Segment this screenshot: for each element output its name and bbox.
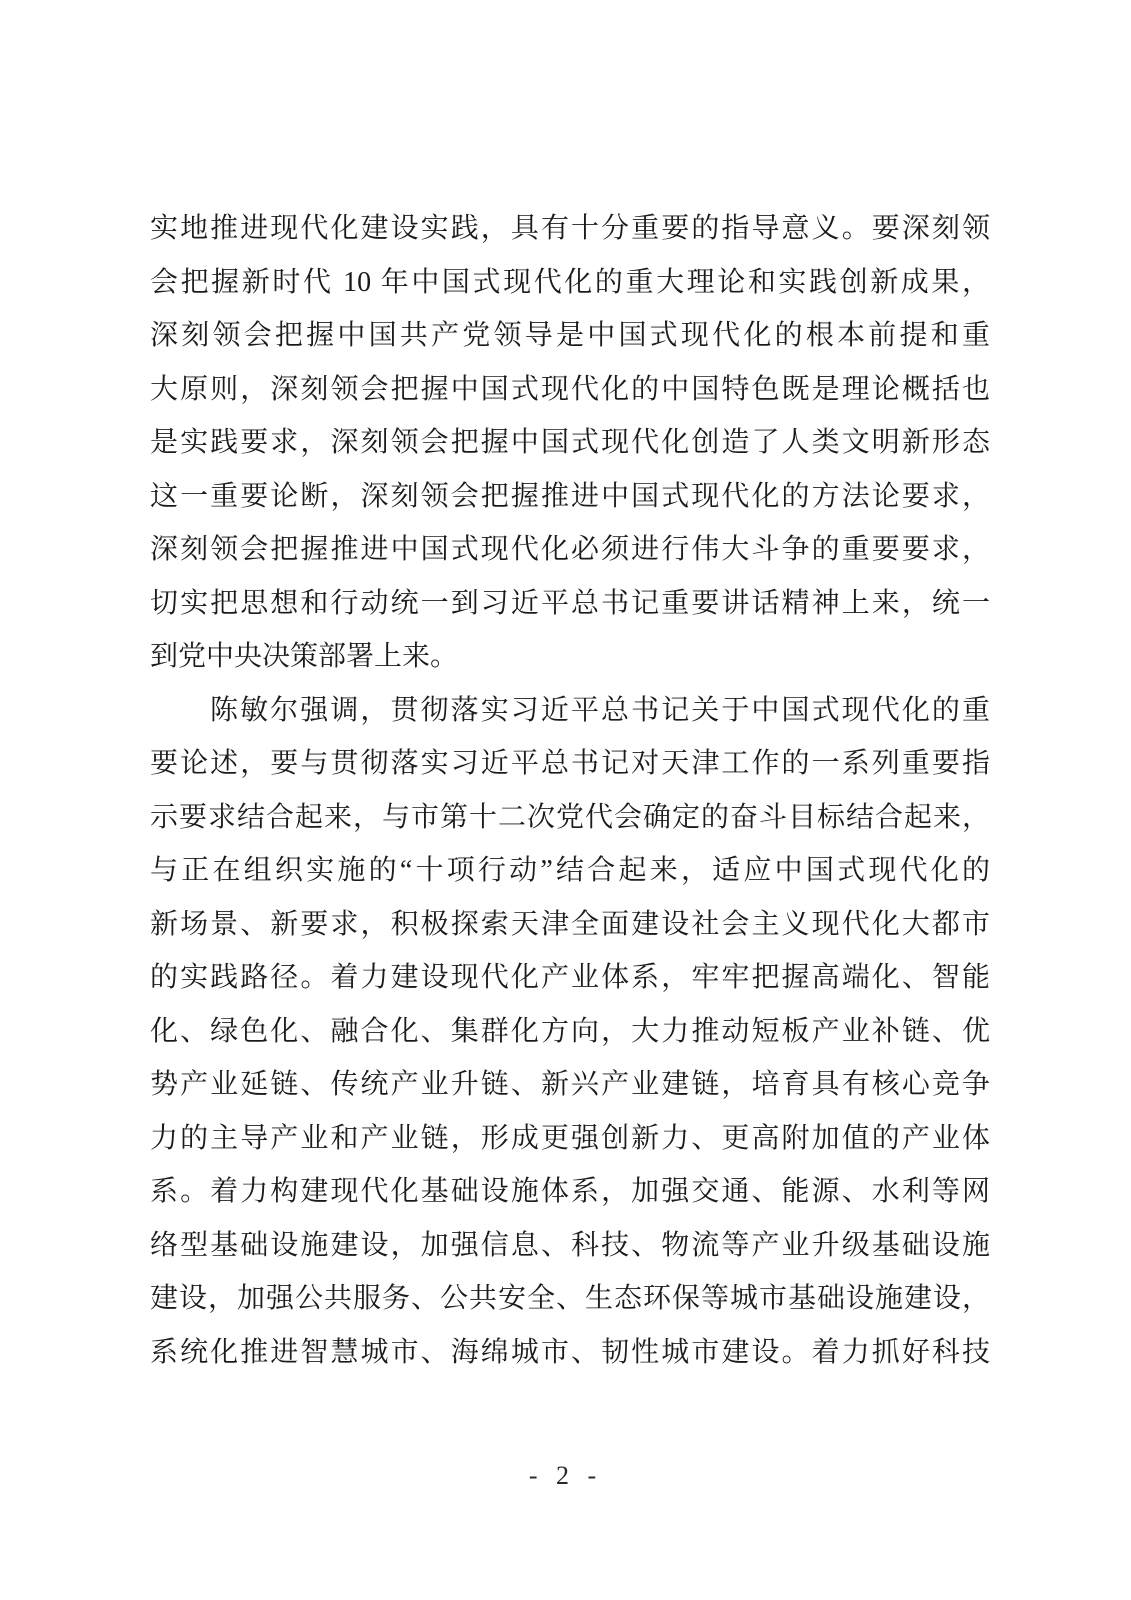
- text-line: 示要求结合起来，与市第十二次党代会确定的奋斗目标结合起来，: [150, 801, 990, 833]
- text-line: 到党中央决策部署上来。: [150, 641, 459, 672]
- text-line: 力的主导产业和产业链，形成更强创新力、更高附加值的产业体: [150, 1122, 990, 1154]
- text-line: 势产业延链、传统产业升链、新兴产业建链，培育具有核心竞争: [150, 1069, 990, 1100]
- text-line: 建设，加强公共服务、公共安全、生态环保等城市基础设施建设，: [150, 1283, 990, 1314]
- text-line: 会把握新时代 10 年中国式现代化的重大理论和实践创新成果，: [150, 266, 990, 298]
- page-number: - 2 -: [528, 1461, 603, 1490]
- text-line: 切实把思想和行动统一到习近平总书记重要讲话精神上来，统一: [150, 587, 990, 619]
- text-line: 化、绿色化、融合化、集群化方向，大力推动短板产业补链、优: [150, 1015, 990, 1047]
- text-line: 深刻领会把握中国共产党领导是中国式现代化的根本前提和重: [150, 320, 990, 351]
- text-line: 络型基础设施建设，加强信息、科技、物流等产业升级基础设施: [150, 1229, 990, 1261]
- text-line: 陈敏尔强调，贯彻落实习近平总书记关于中国式现代化的重: [210, 694, 990, 726]
- text-line: 这一重要论断，深刻领会把握推进中国式现代化的方法论要求，: [150, 480, 990, 512]
- text-line: 是实践要求，深刻领会把握中国式现代化创造了人类文明新形态: [150, 427, 990, 458]
- text-line: 实地推进现代化建设实践，具有十分重要的指导意义。要深刻领: [150, 213, 990, 244]
- text-line: 大原则，深刻领会把握中国式现代化的中国特色既是理论概括也: [150, 373, 990, 405]
- text-line: 的实践路径。着力建设现代化产业体系，牢牢把握高端化、智能: [150, 962, 990, 993]
- text-line: 与正在组织实施的“十项行动”结合起来，适应中国式现代化的: [150, 855, 990, 886]
- text-line: 要论述，要与贯彻落实习近平总书记对天津工作的一系列重要指: [150, 748, 990, 779]
- text-line: 系统化推进智慧城市、海绵城市、韧性城市建设。着力抓好科技: [150, 1336, 990, 1368]
- page-footer: [0, 1460, 1131, 1492]
- document-body: [150, 202, 990, 1379]
- text-line: 新场景、新要求，积极探索天津全面建设社会主义现代化大都市: [150, 908, 990, 940]
- text-line: 深刻领会把握推进中国式现代化必须进行伟大斗争的重要要求，: [150, 534, 990, 565]
- text-line: 系。着力构建现代化基础设施体系，加强交通、能源、水利等网: [150, 1176, 990, 1207]
